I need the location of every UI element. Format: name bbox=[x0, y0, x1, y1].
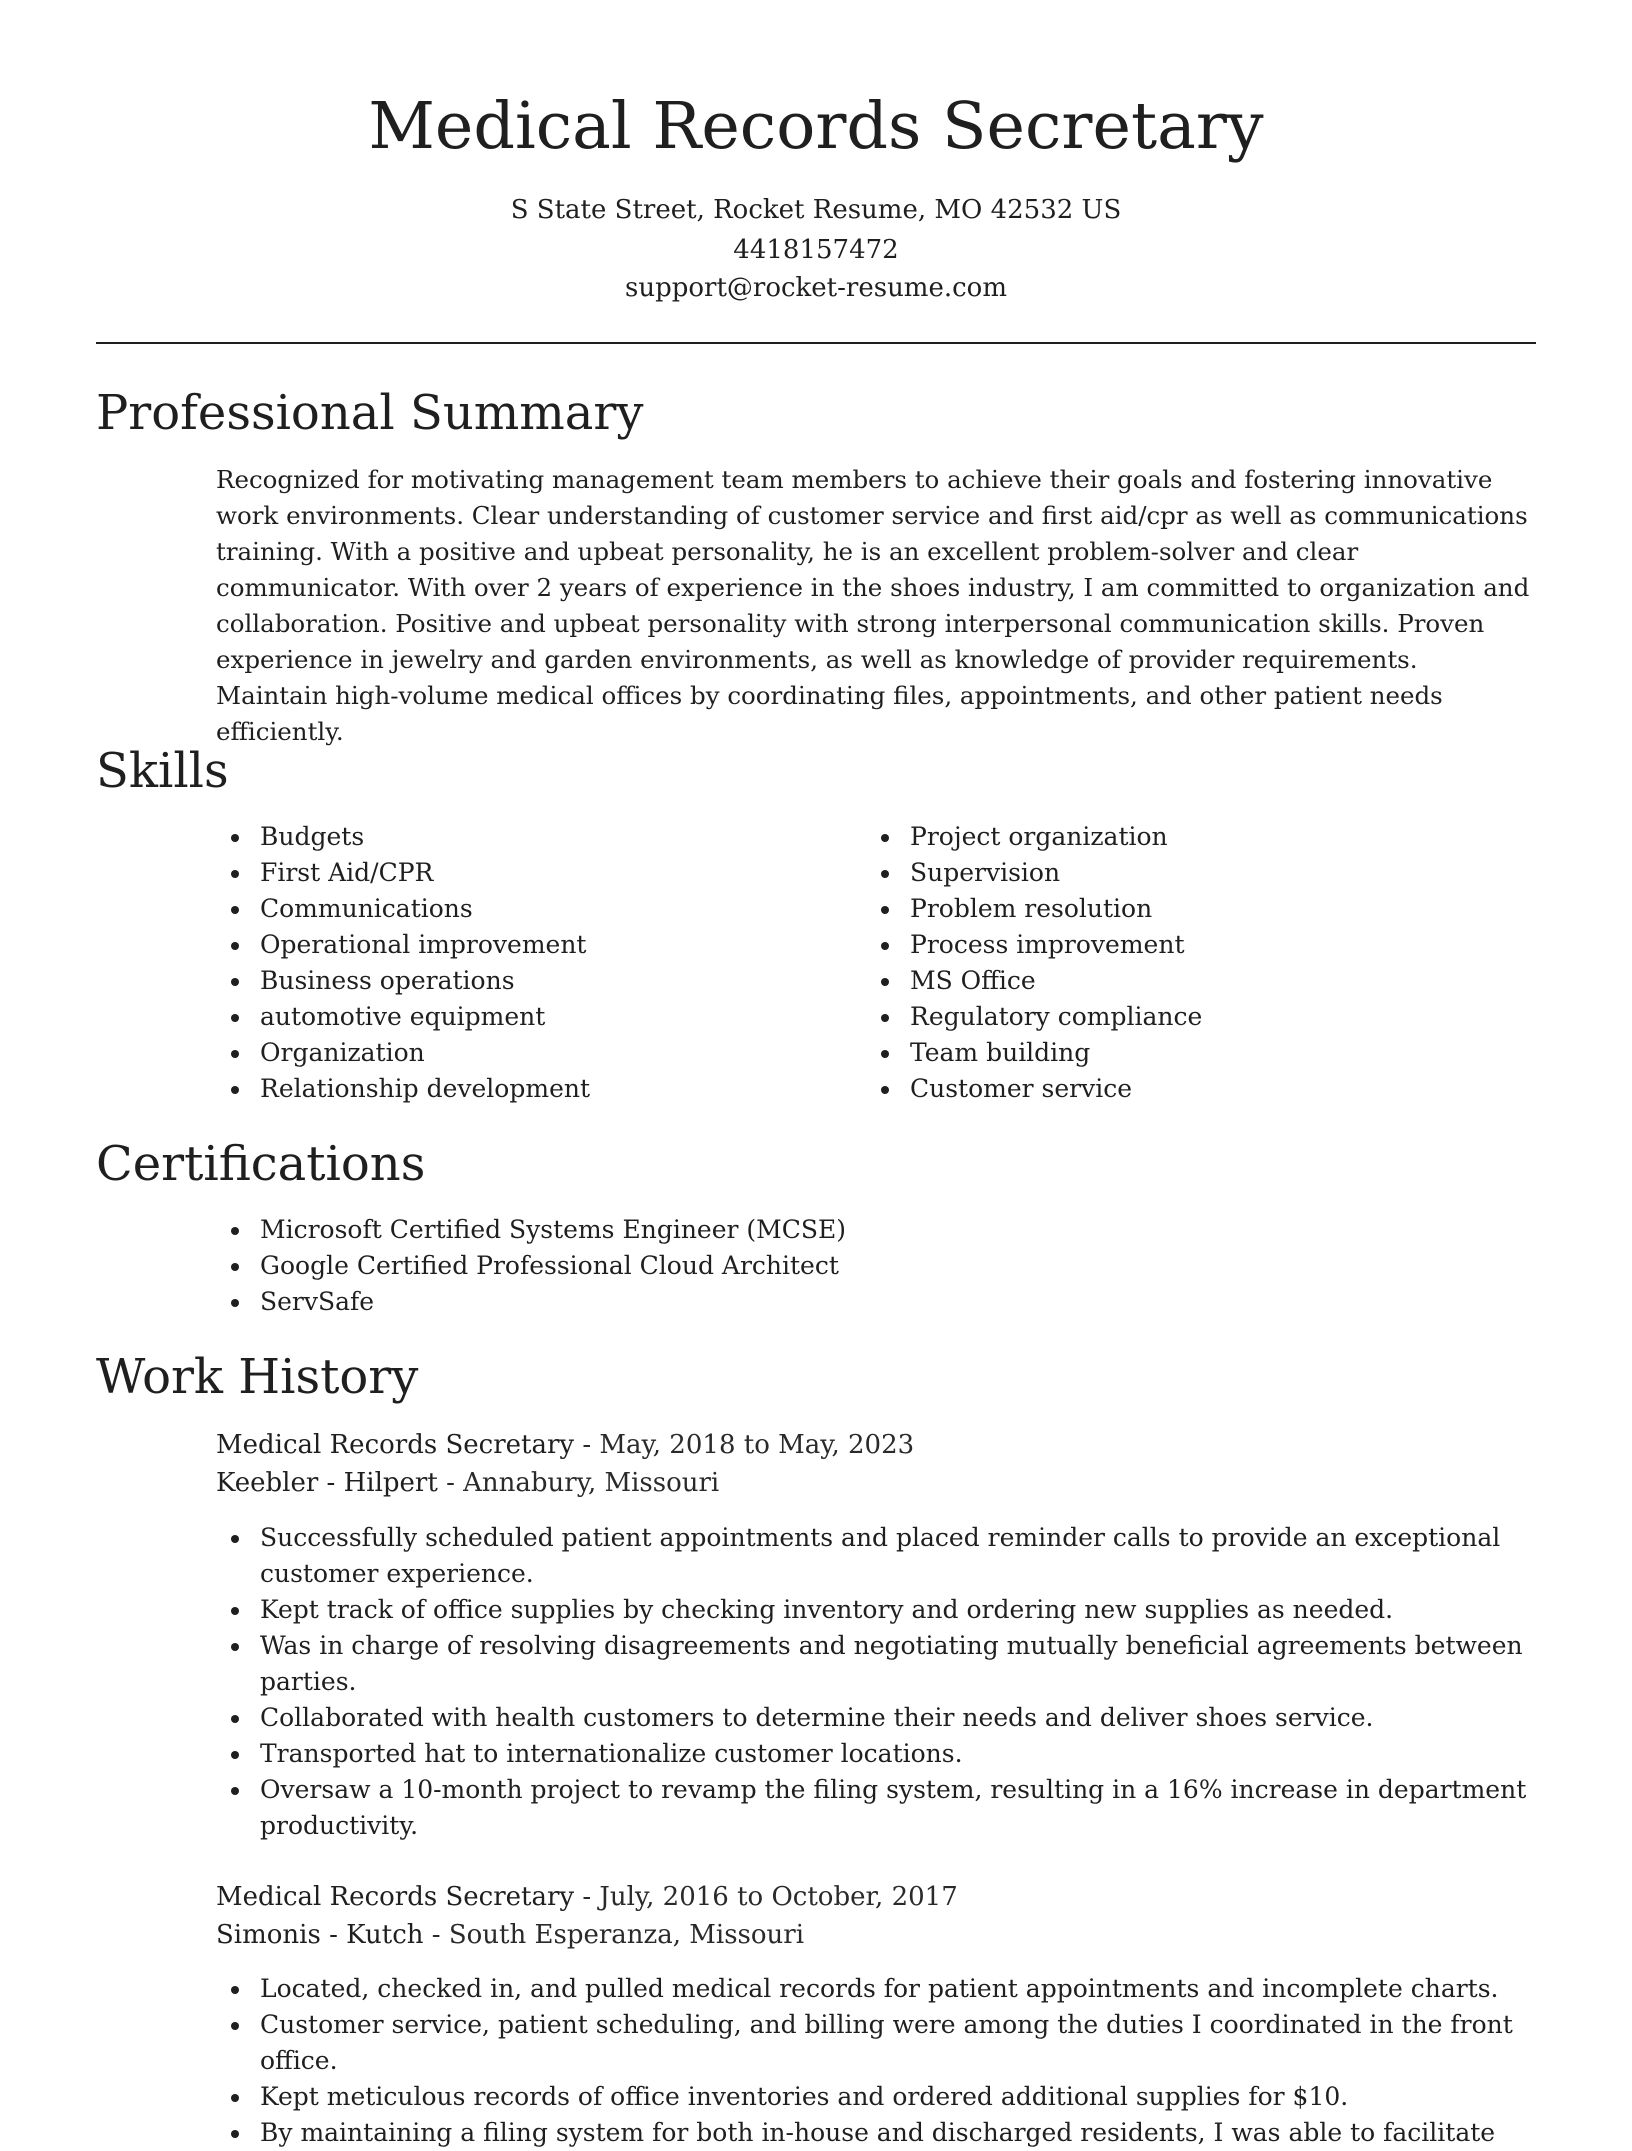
job-role: Medical Records Secretary bbox=[216, 1882, 575, 1912]
list-item: Team building bbox=[866, 1035, 1466, 1071]
list-item: Operational improvement bbox=[216, 927, 816, 963]
list-item: Customer service bbox=[866, 1071, 1466, 1107]
list-item: Organization bbox=[216, 1035, 816, 1071]
list-item: ServSafe bbox=[216, 1284, 1536, 1320]
list-item: Supervision bbox=[866, 855, 1466, 891]
job-1-company-line bbox=[216, 1464, 1536, 1502]
list-item: By maintaining a filing system for both in-house and discharged residents, I was able to facilitate bbox=[216, 2115, 1546, 2151]
list-item: Problem resolution bbox=[866, 891, 1466, 927]
job-dates: - July, 2016 to October, 2017 bbox=[574, 1882, 958, 1912]
contact-email: support@rocket-resume.com bbox=[624, 273, 1007, 303]
certifications-title: Certifications bbox=[96, 1136, 426, 1192]
list-item: Kept meticulous records of office inventories and ordered additional supplies for $10. bbox=[216, 2079, 1546, 2115]
list-item: automotive equipment bbox=[216, 999, 816, 1035]
list-item: Business operations bbox=[216, 963, 816, 999]
list-item: Located, checked in, and pulled medical records for patient appointments and incomplete charts. bbox=[216, 1971, 1546, 2007]
job-role: Medical Records Secretary bbox=[216, 1430, 575, 1460]
list-item: Microsoft Certified Systems Engineer (MCSE) bbox=[216, 1212, 1536, 1248]
job-location: - Annabury, Missouri bbox=[437, 1468, 720, 1498]
list-item: Budgets bbox=[216, 819, 816, 855]
job-2-company-line bbox=[216, 1916, 1536, 1954]
contact-phone: 4418157472 bbox=[733, 235, 899, 265]
job-1-title-line bbox=[216, 1426, 1536, 1464]
work-history-title: Work History bbox=[96, 1349, 419, 1405]
skills-list-right bbox=[866, 819, 1466, 1107]
job-2-title-line bbox=[216, 1878, 1536, 1916]
list-item: Was in charge of resolving disagreements and negotiating mutually beneficial agreements between parties. bbox=[216, 1628, 1546, 1700]
summary-title: Professional Summary bbox=[96, 385, 644, 441]
list-item: Process improvement bbox=[866, 927, 1466, 963]
list-item: Project organization bbox=[866, 819, 1466, 855]
list-item: Successfully scheduled patient appointments and placed reminder calls to provide an exceptional customer experience. bbox=[216, 1520, 1546, 1592]
list-item: Transported hat to internationalize customer locations. bbox=[216, 1736, 1546, 1772]
list-item: Relationship development bbox=[216, 1071, 816, 1107]
job-location: - South Esperanza, Missouri bbox=[423, 1920, 805, 1950]
job-1-duties bbox=[216, 1520, 1546, 1844]
skills-list-left bbox=[216, 819, 816, 1107]
skills-title: Skills bbox=[96, 743, 229, 799]
list-item: MS Office bbox=[866, 963, 1466, 999]
list-item: Collaborated with health customers to determine their needs and deliver shoes service. bbox=[216, 1700, 1546, 1736]
list-item: Oversaw a 10-month project to revamp the filing system, resulting in a 16% increase in department productivity. bbox=[216, 1772, 1546, 1844]
job-dates: - May, 2018 to May, 2023 bbox=[574, 1430, 915, 1460]
certifications-list bbox=[216, 1212, 1536, 1320]
contact-address: S State Street, Rocket Resume, MO 42532 US bbox=[510, 195, 1122, 225]
job-2-duties bbox=[216, 1971, 1546, 2151]
list-item: Kept track of office supplies by checking inventory and ordering new supplies as needed. bbox=[216, 1592, 1546, 1628]
list-item: Google Certified Professional Cloud Architect bbox=[216, 1248, 1536, 1284]
list-item: First Aid/CPR bbox=[216, 855, 816, 891]
summary-text: Recognized for motivating management team members to achieve their goals and fostering innovative work environments. Clear understanding of customer service and first aid/cpr as well as communications training. With a positive and upbeat personality, he is an excellent problem-solver and clear communicator. With over 2 years of experience in the shoes industry, I am committed to organization and collaboration. Positive and upbeat personality with strong interpersonal communication skills. Proven experience in jewelry and garden environments, as well as knowledge of provider requirements. Maintain high-volume medical offices by coordinating files, appointments, and other patient needs efficiently. bbox=[216, 465, 1530, 746]
resume-name: Medical Records Secretary bbox=[368, 89, 1264, 164]
job-company: Keebler - Hilpert bbox=[216, 1468, 438, 1498]
list-item: Regulatory compliance bbox=[866, 999, 1466, 1035]
header-divider bbox=[96, 342, 1536, 344]
list-item: Communications bbox=[216, 891, 816, 927]
list-item: Customer service, patient scheduling, and billing were among the duties I coordinated in the front office. bbox=[216, 2007, 1546, 2079]
job-company: Simonis - Kutch bbox=[216, 1920, 424, 1950]
